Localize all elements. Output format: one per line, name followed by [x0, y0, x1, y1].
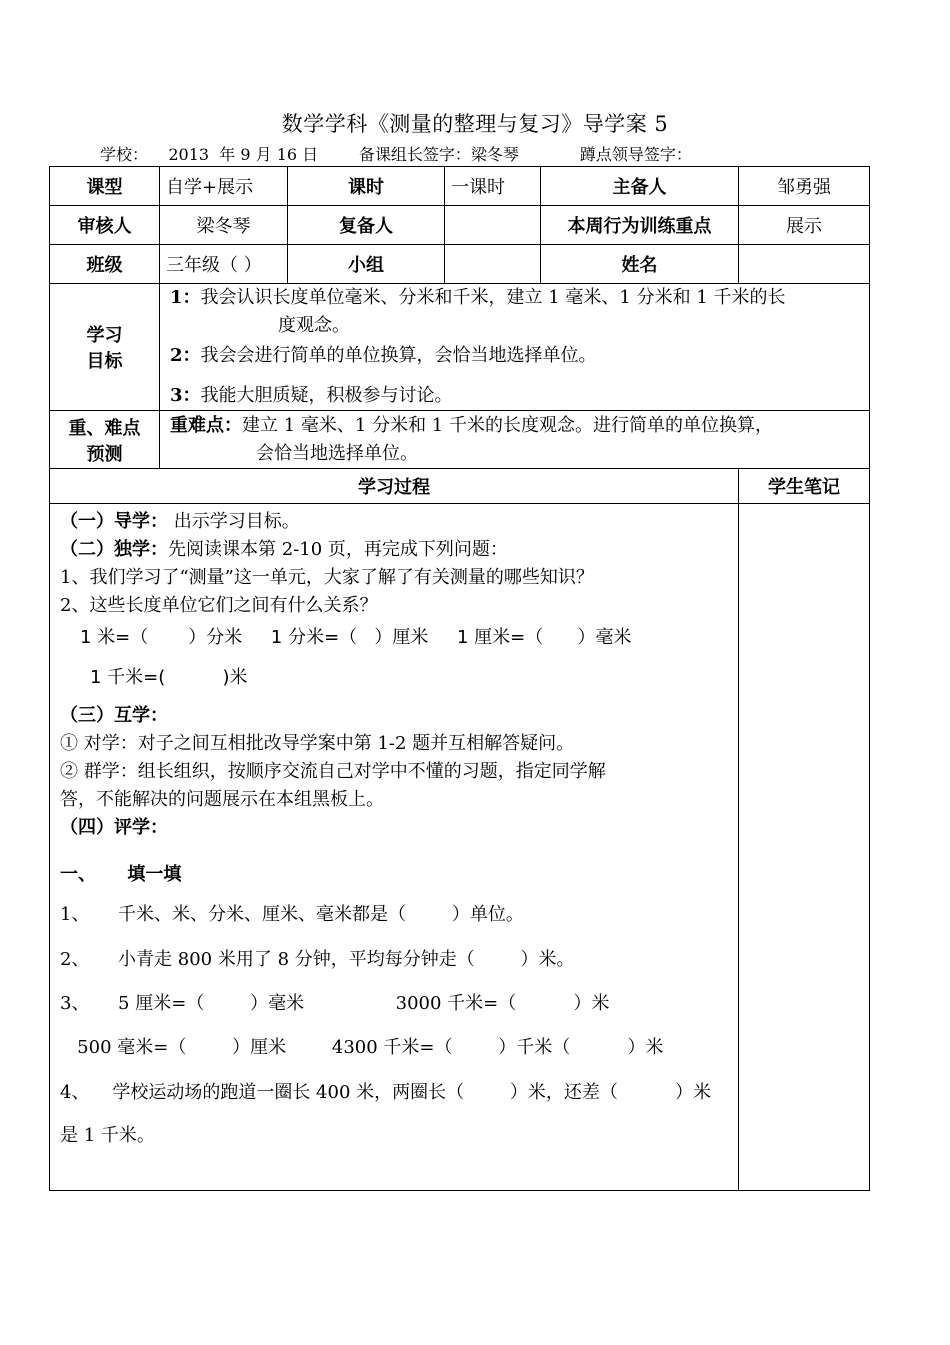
unit-equations-2: 1 千米=( )米 — [90, 667, 248, 688]
evaluation-heading: （四）评学： — [60, 817, 168, 838]
header-info-line — [100, 142, 692, 165]
main-preparer-label: 主备人 — [541, 167, 739, 206]
leader-signature: 备课组长签字：梁冬琴 — [358, 145, 519, 164]
notes-header: 学生笔记 — [739, 469, 870, 504]
fill-item-1: 1、 千米、米、分米、厘米、毫米都是（ ）单位。 — [60, 904, 524, 925]
weekly-focus-value: 展示 — [739, 206, 870, 245]
process-content — [50, 504, 739, 1191]
goals-row — [50, 284, 870, 411]
goals-label: 学习 目标 — [50, 284, 160, 411]
lesson-type-value: 自学+展示 — [160, 167, 288, 206]
key-points-content: 重难点：建立 1 毫米、1 分米和 1 千米的长度观念。进行简单的单位换算， 会恰当地选择单位。 — [160, 411, 870, 469]
lesson-type-label: 课型 — [50, 167, 160, 206]
info-row-1 — [50, 167, 870, 206]
co-preparer-value — [445, 206, 541, 245]
guide-line: （一）导学： 出示学习目标。 — [60, 511, 300, 532]
date: 2013 年 9 月 16 日 — [168, 145, 319, 164]
period-value: 一课时 — [445, 167, 541, 206]
co-preparer-label: 复备人 — [288, 206, 445, 245]
reviewer-value: 梁冬琴 — [160, 206, 288, 245]
name-value — [739, 245, 870, 284]
goal-3: 3：我能大胆质疑，积极参与讨论。 — [170, 385, 453, 406]
mutual-group-cont: 答，不能解决的问题展示在本组黑板上。 — [60, 789, 384, 810]
group-value — [445, 245, 541, 284]
mutual-study-heading: （三）互学： — [60, 705, 168, 726]
class-label: 班级 — [50, 245, 160, 284]
key-points-label: 重、难点 预测 — [50, 411, 160, 469]
group-label: 小组 — [288, 245, 445, 284]
info-row-2 — [50, 206, 870, 245]
goal-1-cont: 度观念。 — [278, 315, 350, 336]
page-title: 数学学科《测量的整理与复习》导学案 5 — [281, 112, 669, 136]
supervisor-signature: 蹲点领导签字： — [579, 145, 692, 164]
notes-column — [739, 504, 870, 1191]
main-preparer-value: 邹勇强 — [739, 167, 870, 206]
question-1: 1、我们学习了“测量”这一单元，大家了解了有关测量的哪些知识？ — [60, 567, 594, 588]
fill-item-3b: 500 毫米=（ ）厘米 4300 千米=（ ）千米（ ）米 — [60, 1037, 664, 1058]
fill-item-3: 3、 5 厘米=（ ）毫米 3000 千米=（ ）米 — [60, 993, 610, 1014]
process-body-row — [50, 504, 870, 1191]
weekly-focus-label: 本周行为训练重点 — [541, 206, 739, 245]
fill-item-4-cont: 是 1 千米。 — [60, 1125, 155, 1146]
unit-equations-1: 1 米=（ ）分米 1 分米=（ ）厘米 1 厘米=（ ）毫米 — [80, 627, 632, 648]
process-header: 学习过程 — [50, 469, 739, 504]
class-value: 三年级（ ） — [160, 245, 288, 284]
school-label: 学校： — [100, 145, 149, 164]
period-label: 课时 — [288, 167, 445, 206]
reviewer-label: 审核人 — [50, 206, 160, 245]
fill-blank-heading: 一、 填一填 — [60, 864, 182, 885]
question-2: 2、这些长度单位它们之间有什么关系？ — [60, 595, 378, 616]
mutual-group: ② 群学：组长组织，按顺序交流自己对学中不懂的习题，指定同学解 — [60, 761, 606, 782]
key-points-row — [50, 411, 870, 469]
lesson-plan-table — [49, 166, 870, 1191]
fill-item-2: 2、 小青走 800 米用了 8 分钟，平均每分钟走（ ）米。 — [60, 949, 575, 970]
goals-content — [160, 284, 870, 411]
name-label: 姓名 — [541, 245, 739, 284]
process-header-row — [50, 469, 870, 504]
goal-2: 2：我会会进行简单的单位换算，会恰当地选择单位。 — [170, 345, 597, 366]
self-study-line: （二）独学：先阅读课本第 2-10 页，再完成下列问题： — [60, 539, 508, 560]
fill-item-4: 4、 学校运动场的跑道一圈长 400 米，两圈长（ ）米，还差（ ）米 — [60, 1082, 712, 1103]
mutual-pair: ① 对学：对子之间互相批改导学案中第 1-2 题并互相解答疑问。 — [60, 733, 575, 754]
info-row-3 — [50, 245, 870, 284]
goal-1: 1：我会认识长度单位毫米、分米和千米，建立 1 毫米、1 分米和 1 千米的长 — [170, 287, 786, 308]
